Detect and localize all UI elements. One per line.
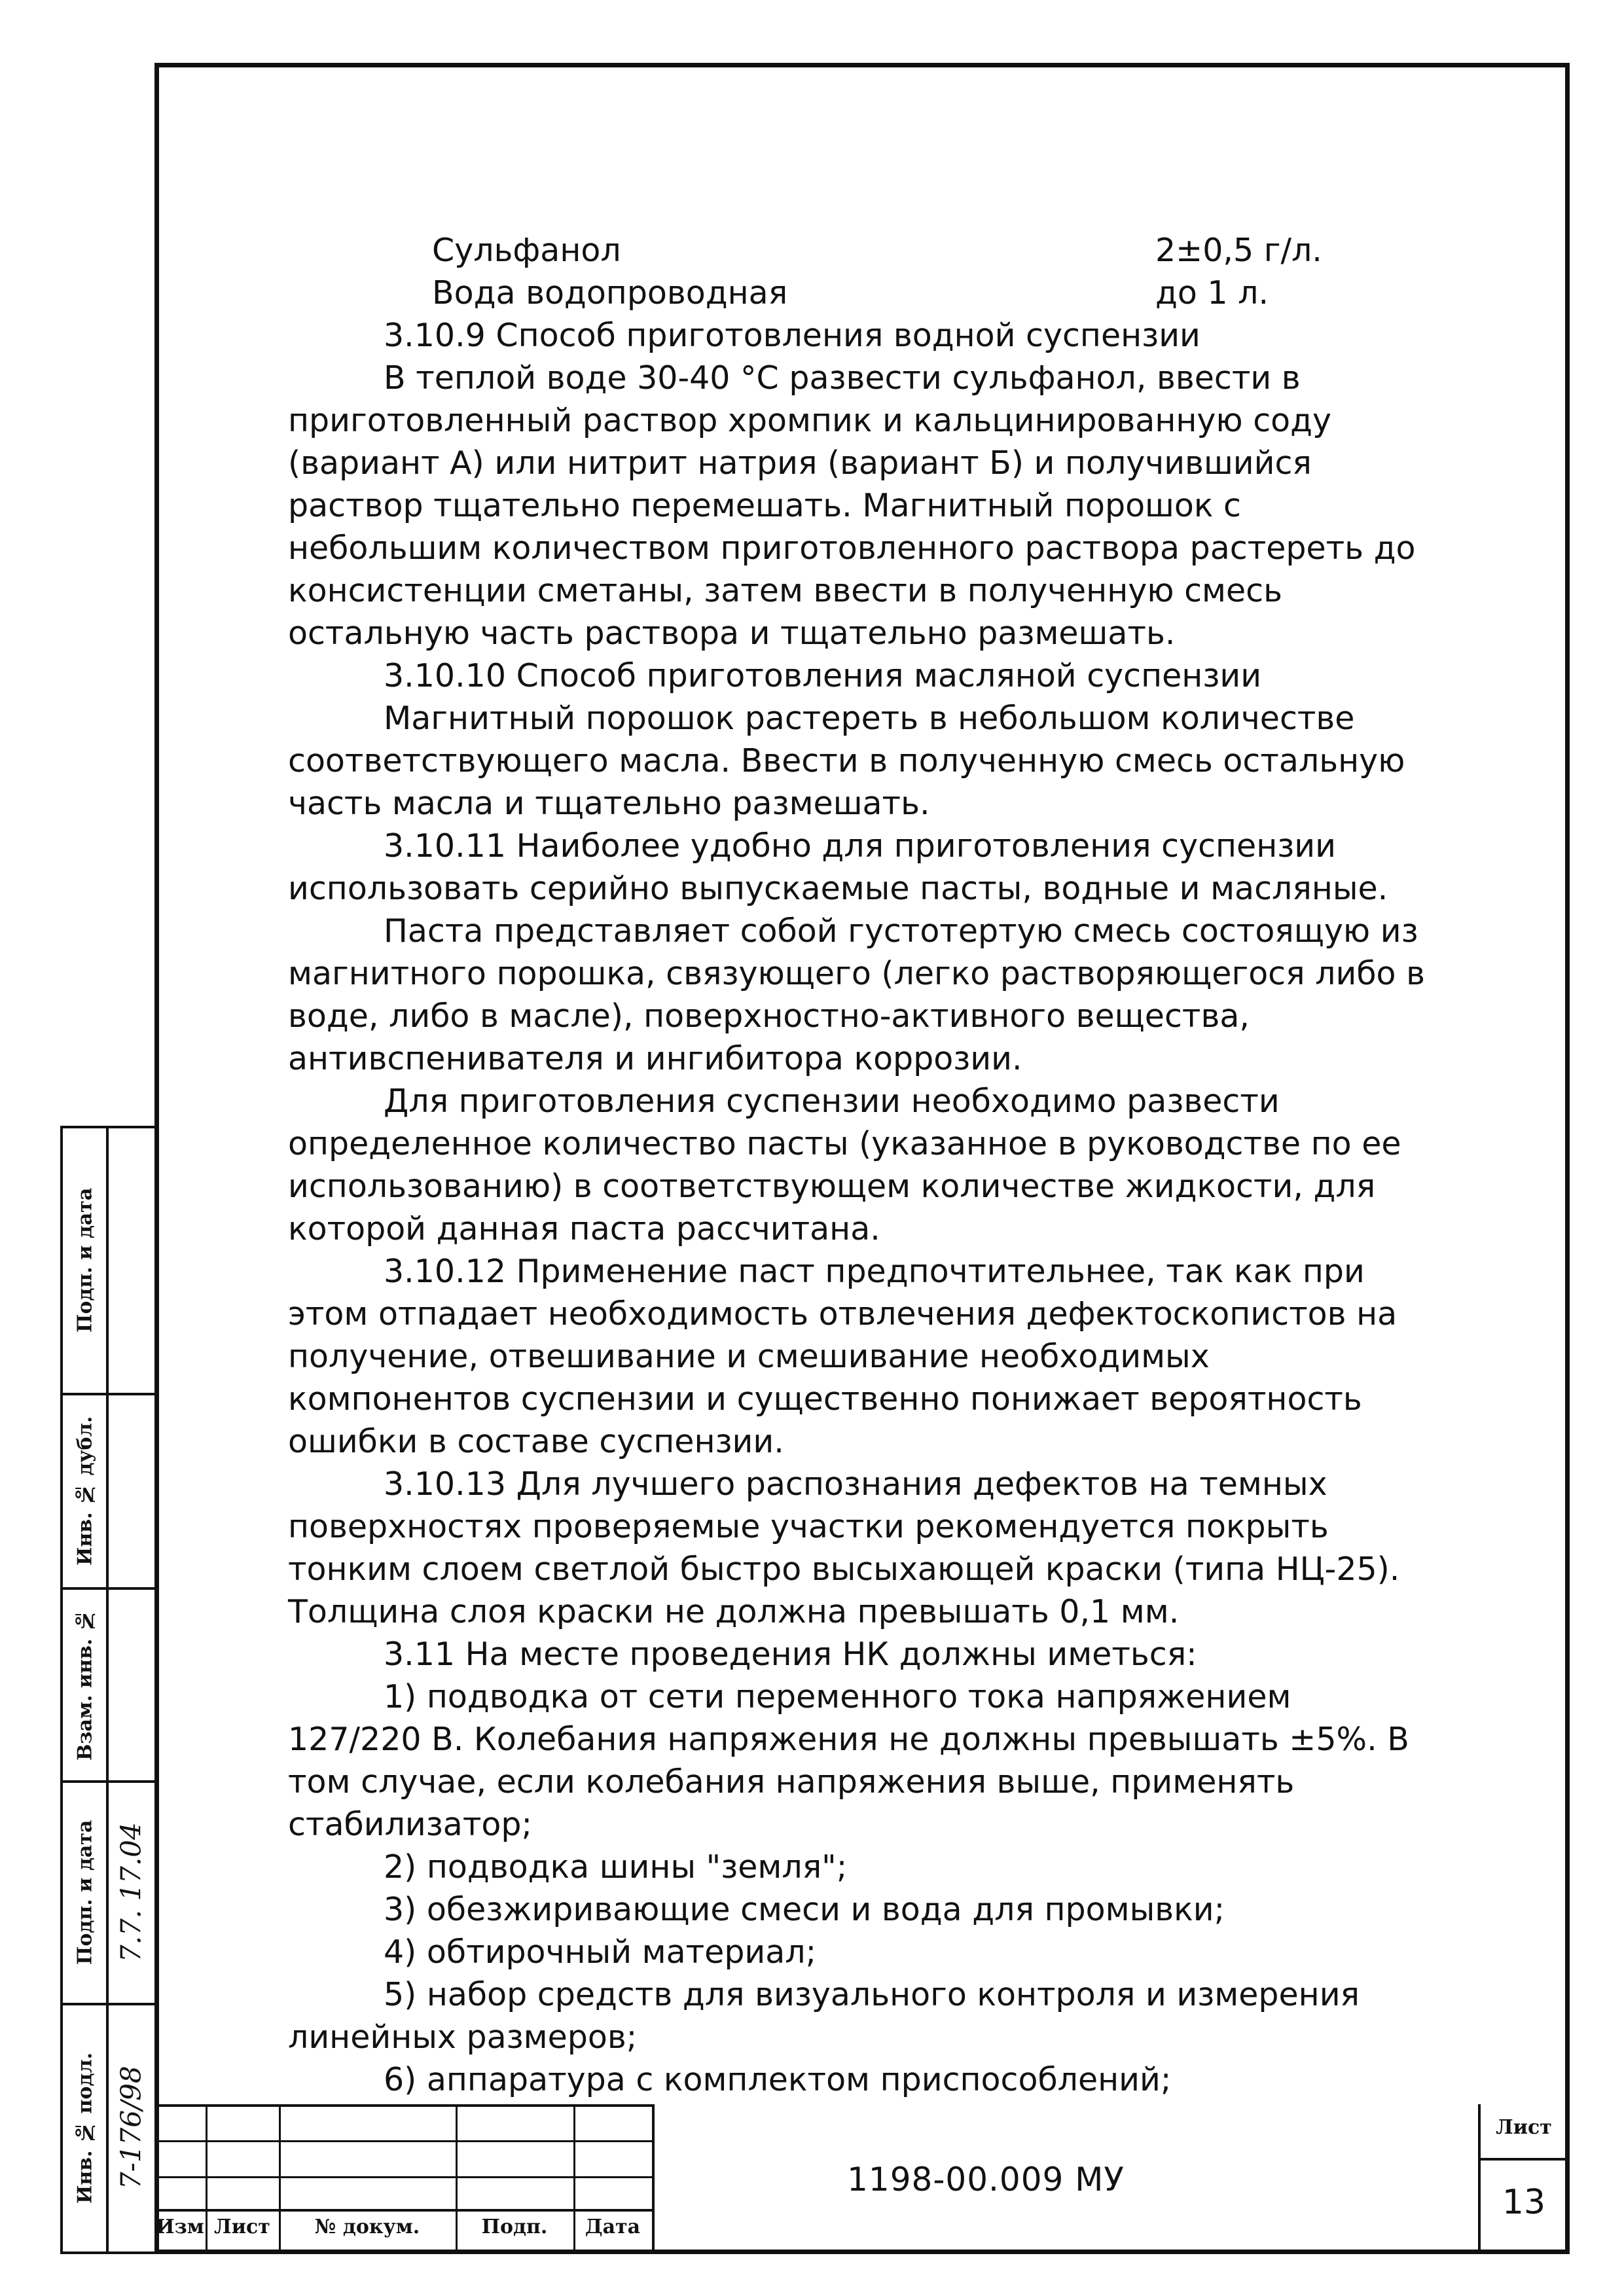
title-block-col-change: Изм	[156, 2215, 204, 2238]
section-3-10-13: 3.10.13 Для лучшего распознания дефектов на темных поверхностях проверяемые участки рекомендуется покрыть тонким слоем светлой быстро высыхающей краски (типа НЦ-25). Толщина слоя краски не должна превышать 0,1 мм.	[288, 1465, 1400, 1630]
ingredient-amount: до 1 л.	[1155, 274, 1269, 312]
list-item-3: 3) обезжиривающие смеси и вода для промывки;	[384, 1891, 1225, 1928]
paragraph-paste: Паста представляет собой густотертую смесь состоящую из магнитного порошка, связующего (легко растворяющегося либо в воде, либо в масле), поверхностно-активного вещества, антивспенивателя и ингибитора коррозии.	[288, 912, 1425, 1077]
stamp-label-sign-date: Подп. и дата	[73, 1820, 97, 1965]
title-block-col-sheet: Лист	[214, 2215, 270, 2238]
section-3-10-9-text: В теплой воде 30-40 °С развести сульфанол, ввести в приготовленный раствор хромпик и кальцинированную соду (вариант А) или нитрит натрия (вариант Б) и получившийся раствор тщательно перемешать. Магнитный порошок с небольшим количеством приготовленного раствора растереть до консистенции сметаны, затем ввести в полученную смесь остальную часть раствора и тщательно размешать.	[288, 359, 1416, 652]
stamp-label-orig-no: Инв. № подл.	[73, 2052, 97, 2204]
sheet-number: 13	[1502, 2183, 1546, 2222]
list-item-4: 4) обтирочный материал;	[384, 1933, 817, 1971]
section-3-10-10-title: 3.10.10 Способ приготовления масляной суспензии	[384, 657, 1262, 694]
list-item-1: 1) подводка от сети переменного тока напряжением 127/220 В. Колебания напряжения не должны превышать ±5%. В том случае, если колебания напряжения выше, применять стабилизатор;	[288, 1678, 1409, 1843]
recipe-row-sulfanol	[288, 229, 1427, 272]
title-block-col-doc-no: № докум.	[314, 2215, 420, 2238]
ingredient-amount: 2±0,5 г/л.	[1155, 232, 1322, 269]
ingredient-name: Вода водопроводная	[432, 274, 788, 312]
section-3-10-11: 3.10.11 Наиболее удобно для приготовления суспензии использовать серийно выпускаемые пасты, водные и масляные.	[288, 827, 1388, 907]
document-body	[288, 229, 1427, 2101]
section-3-10-9-title: 3.10.9 Способ приготовления водной суспензии	[384, 317, 1200, 354]
section-3-10-10-text: Магнитный порошок растереть в небольшом количестве соответствующего масла. Ввести в полученную смесь остальную часть масла и тщательно размешать.	[288, 700, 1405, 822]
stamp-value-sign-date: 7.7. 17.04	[115, 1822, 147, 1962]
title-block	[154, 2104, 1570, 2254]
section-3-10-12: 3.10.12 Применение паст предпочтительнее, так как при этом отпадает необходимость отвлечения дефектоскопистов на получение, отвешивание и смешивание необходимых компонентов суспензии и существенно понижает вероятность ошибки в составе суспензии.	[288, 1253, 1398, 1460]
list-item-2: 2) подводка шины "земля";	[384, 1848, 848, 1886]
side-stamp	[60, 1126, 158, 2254]
title-block-col-date: Дата	[585, 2215, 641, 2238]
section-3-11: 3.11 На месте проведения НК должны иметься:	[384, 1636, 1197, 1673]
stamp-label-sign-date: Подп. и дата	[73, 1187, 97, 1333]
recipe-row-water	[288, 272, 1427, 314]
document-code: 1198-00.009 МУ	[847, 2160, 1125, 2198]
list-item-6: 6) аппаратура с комплектом приспособлений;	[384, 2061, 1172, 2098]
sheet-label: Лист	[1496, 2116, 1552, 2139]
stamp-label-dup-no: Инв. № дубл.	[73, 1416, 97, 1566]
list-item-5: 5) набор средств для визуального контроля и измерения линейных размеров;	[288, 1976, 1360, 2056]
paragraph-preparation: Для приготовления суспензии необходимо развести определенное количество пасты (указанное в руководстве по ее использованию) в соответствующем количестве жидкости, для которой данная паста рассчитана.	[288, 1083, 1401, 1247]
ingredient-name: Сульфанол	[432, 232, 621, 269]
stamp-label-replace-no: Взам. инв. №	[73, 1609, 97, 1761]
title-block-col-sign: Подп.	[481, 2215, 548, 2238]
stamp-value-orig-no: 7-176/98	[115, 2066, 147, 2190]
